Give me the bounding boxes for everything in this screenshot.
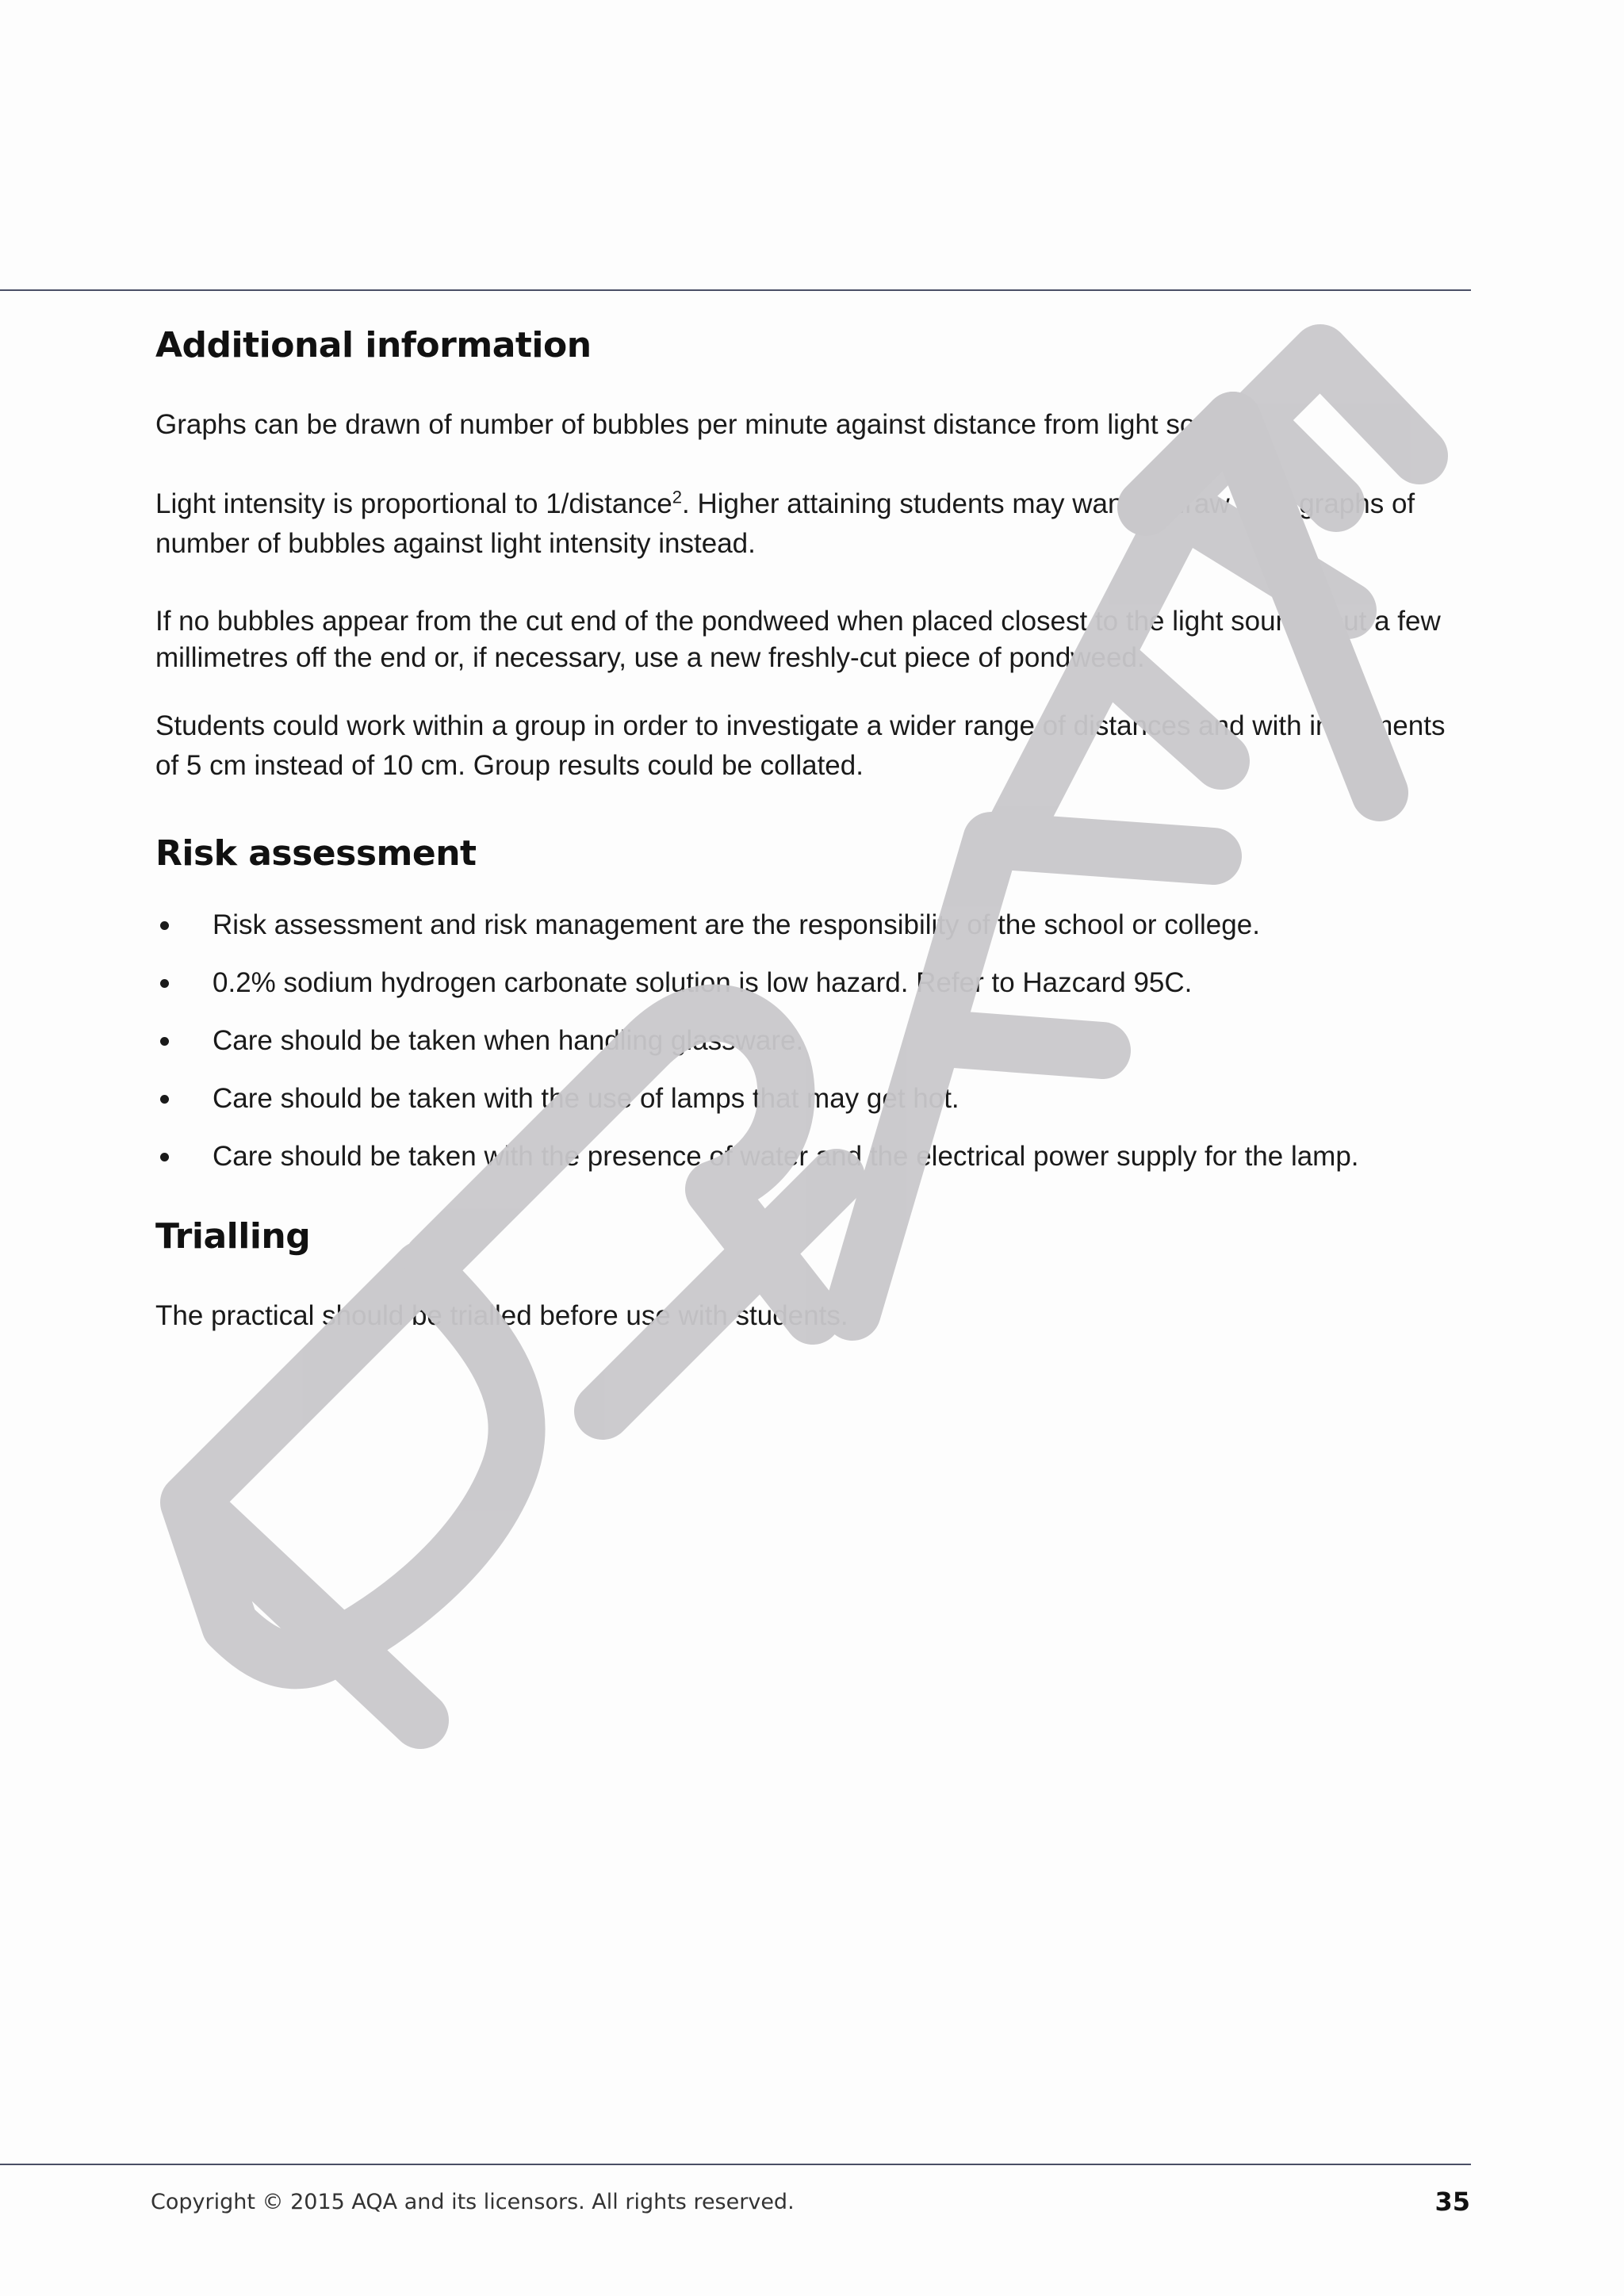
- light-intensity-text: Light intensity is proportional to 1/distance: [155, 488, 672, 519]
- list-item: Care should be taken with the use of lamps that may get hot.: [155, 1079, 1472, 1119]
- bottom-rule: [0, 2164, 1471, 2165]
- bullet-icon: [160, 921, 169, 930]
- light-intensity-text-cont: . Higher attaining students may want to draw their graphs of number of bubbles against light intensity instead.: [155, 488, 1415, 559]
- paragraph-group-work: Students could work within a group in order to investigate a wider range of distances and with increments of 5 cm instead of 10 cm. Group results could be collated.: [155, 710, 1446, 781]
- list-item: 0.2% sodium hydrogen carbonate solution is low hazard. Refer to Hazcard 95C.: [155, 963, 1472, 1003]
- paragraph-no-bubbles: If no bubbles appear from the cut end of the pondweed when placed closest to the light source, cut a few millimetres off the end or, if necessary, use a new freshly-cut piece of pondweed.: [155, 606, 1441, 673]
- list-item: Care should be taken when handling glassware.: [155, 1021, 1472, 1061]
- bullet-icon: [160, 1095, 169, 1104]
- risk-list: [155, 905, 1472, 1177]
- page-number: 35: [1434, 2187, 1470, 2217]
- list-item: Care should be taken with the presence of water and the electrical power supply for the lamp.: [155, 1137, 1472, 1177]
- footer-copyright: Copyright © 2015 AQA and its licensors. All rights reserved.: [151, 2190, 795, 2214]
- list-item: Risk assessment and risk management are the responsibility of the school or college.: [155, 905, 1472, 945]
- heading-trialling: Trialling: [155, 1216, 311, 1257]
- bullet-icon: [160, 1153, 169, 1161]
- bullet-icon: [160, 979, 169, 988]
- superscript-2: 2: [672, 487, 683, 507]
- top-rule: [0, 289, 1471, 291]
- heading-additional-information: Additional information: [155, 325, 592, 365]
- heading-risk-assessment: Risk assessment: [155, 833, 477, 874]
- paragraph-light-intensity: [155, 484, 1472, 564]
- page-content: [155, 325, 1472, 1336]
- bullet-icon: [160, 1037, 169, 1046]
- watermark-letter-d: [189, 1269, 517, 1720]
- paragraph-trialling: The practical should be trialled before use with students.: [155, 1300, 848, 1331]
- paragraph-graphs: Graphs can be drawn of number of bubbles per minute against distance from light source.: [155, 409, 1258, 440]
